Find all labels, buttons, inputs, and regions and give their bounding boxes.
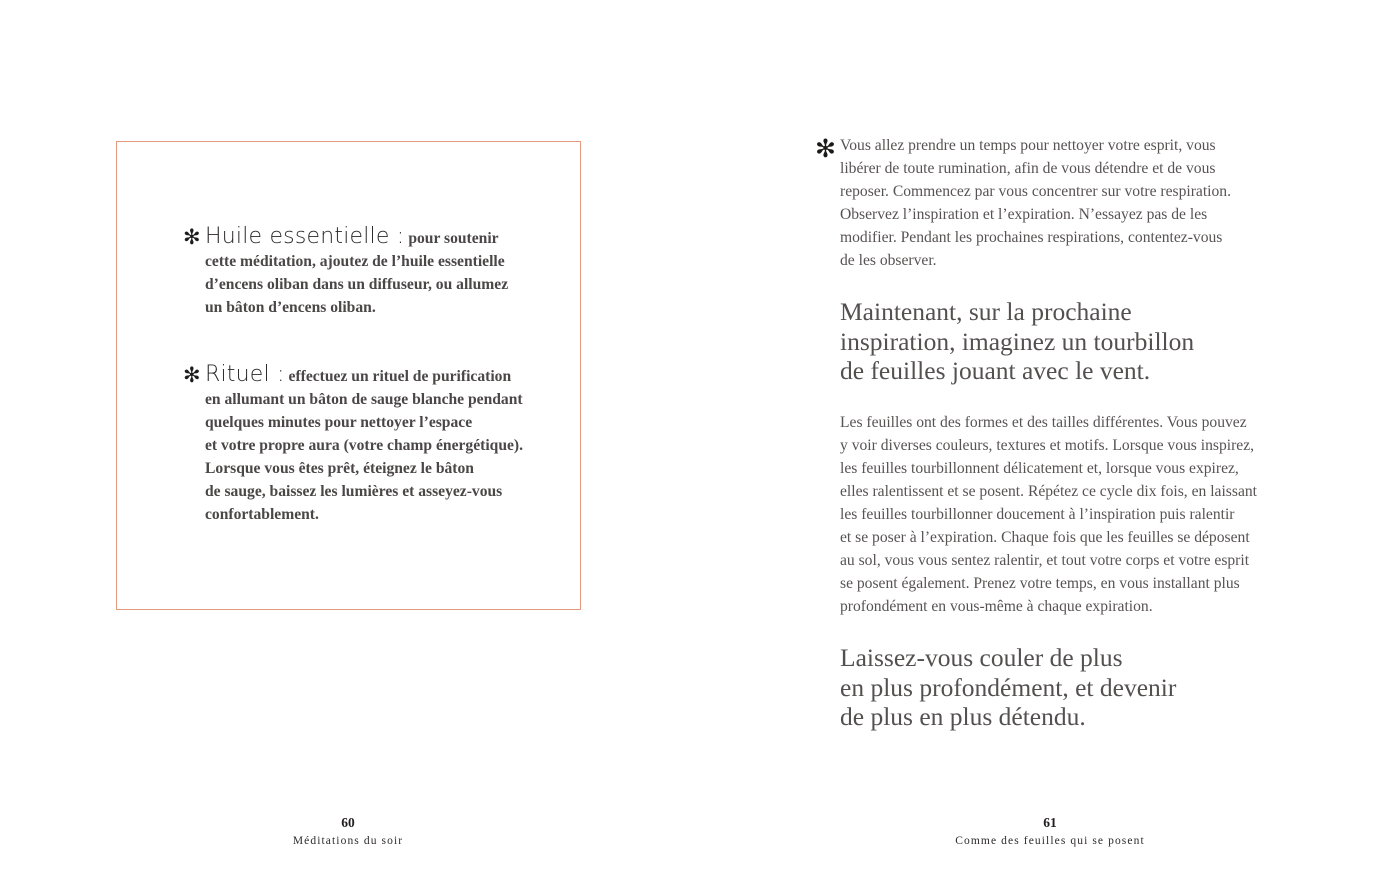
pull-quote xyxy=(840,297,1270,386)
text-line: profondément en vous-même à chaque expiration. xyxy=(840,598,1153,616)
text-line: Observez l’inspiration et l’expiration. N’essayez pas de les xyxy=(840,206,1208,224)
asterisk-icon: ✻ xyxy=(183,363,201,387)
tip-text: de sauge, baissez les lumières et asseyez-vous xyxy=(205,483,503,500)
page-number: 61 xyxy=(1043,815,1057,830)
text-line: Les feuilles ont des formes et des tailles différentes. Vous pouvez xyxy=(840,414,1247,431)
tip-text: en allumant un bâton de sauge blanche pendant xyxy=(205,391,523,408)
pull-quote-line: inspiration, imaginez un tourbillon xyxy=(840,326,1195,356)
tip-text: confortablement. xyxy=(205,506,319,523)
pull-quote xyxy=(840,643,1270,732)
tip-text: pour soutenir xyxy=(408,230,499,247)
pull-quote-line: Laissez-vous couler de plus xyxy=(840,643,1123,672)
text-line: modifier. Pendant les prochaines respirations, contentez-vous xyxy=(840,229,1223,247)
pull-quote-line: Maintenant, sur la prochaine xyxy=(840,297,1132,326)
intro-paragraph xyxy=(815,134,1270,273)
text-line: reposer. Commencez par vous concentrer sur votre respiration. xyxy=(840,183,1232,201)
page-footer-left xyxy=(198,814,498,851)
tip-text: effectuez un rituel de purification xyxy=(288,368,512,385)
tip-text: quelques minutes pour nettoyer l’espace xyxy=(205,414,473,431)
tips-box xyxy=(116,141,581,610)
tip-text: et votre propre aura (votre champ énergétique). xyxy=(205,437,524,454)
page-footer-right xyxy=(900,814,1200,851)
text-line: les feuilles tourbillonnent délicatement et, lorsque vous expirez, xyxy=(840,460,1239,478)
pull-quote-line: de feuilles jouant avec le vent. xyxy=(840,356,1151,385)
tip-title: Rituel : xyxy=(205,362,285,387)
tip-essential-oil xyxy=(183,224,545,319)
pull-quote-line: en plus profondément, et devenir xyxy=(840,672,1177,702)
tip-title: Huile essentielle : xyxy=(205,224,405,249)
text-line: les feuilles tourbillonner doucement à l’inspiration puis ralentir xyxy=(840,506,1235,524)
text-line: de les observer. xyxy=(840,252,937,270)
text-line: libérer de toute rumination, afin de vous détendre et de vous xyxy=(840,160,1216,178)
text-line: elles ralentissent et se posent. Répétez ce cycle dix fois, en laissant xyxy=(840,483,1257,501)
asterisk-icon: ✻ xyxy=(815,134,836,163)
tip-text: d’encens oliban dans un diffuseur, ou allumez xyxy=(205,276,509,293)
text-line: au sol, vous vous sentez ralentir, et tout votre corps et votre esprit xyxy=(840,552,1250,570)
right-page xyxy=(700,0,1400,896)
tip-text: un bâton d’encens oliban. xyxy=(205,299,376,316)
tip-text: cette méditation, ajoutez de l’huile essentielle xyxy=(205,253,505,270)
tip-text: Lorsque vous êtes prêt, éteignez le bâton xyxy=(205,460,474,477)
chapter-title: Comme des feuilles qui se posent xyxy=(955,835,1145,847)
chapter-title: Méditations du soir xyxy=(292,835,404,847)
page-number: 60 xyxy=(341,815,355,830)
tip-ritual xyxy=(183,362,545,526)
text-line: se posent également. Prenez votre temps, en vous installant plus xyxy=(840,575,1240,593)
body-paragraph xyxy=(840,411,1270,618)
text-line: et se poser à l’expiration. Chaque fois que les feuilles se déposent xyxy=(840,529,1250,547)
text-line: y voir diverses couleurs, textures et motifs. Lorsque vous inspirez, xyxy=(840,437,1255,455)
pull-quote-line: de plus en plus détendu. xyxy=(840,702,1086,731)
text-line: Vous allez prendre un temps pour nettoyer votre esprit, vous xyxy=(840,137,1216,154)
asterisk-icon: ✻ xyxy=(183,225,201,249)
